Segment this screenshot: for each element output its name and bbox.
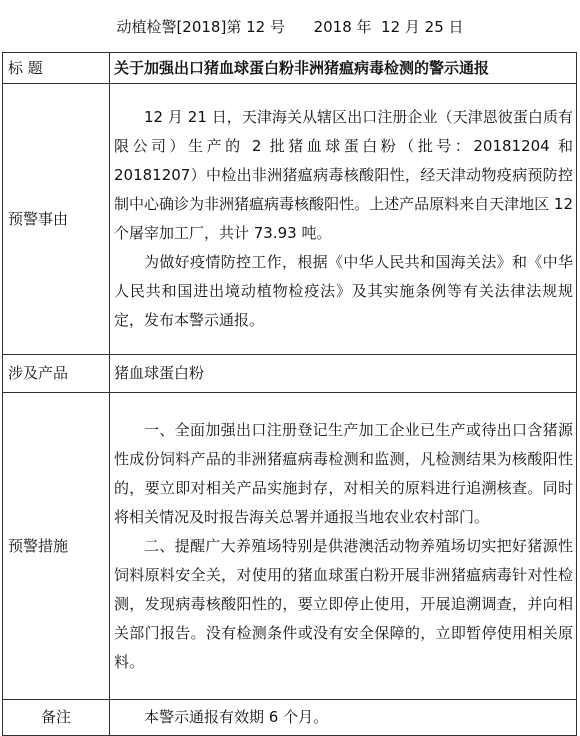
document-date: 2018 年 12 月 25 日 (313, 18, 464, 36)
table-row-title (3, 53, 577, 84)
product-value (110, 355, 577, 393)
remarks-text: 本警示通报有效期 6 个月。 (144, 708, 329, 726)
notice-table (2, 52, 577, 736)
measures-label: 预警措施 (3, 393, 110, 700)
document-number: 动植检警[2018]第 12 号 (116, 18, 285, 36)
table-row-product (3, 355, 577, 393)
table-row-measures (3, 393, 577, 700)
event-paragraph-1: 12 月 21 日，天津海关从辖区出口注册企业（天津恩彼蛋白质有限公司）生产的 2 批猪血球蛋白粉（批号：20181204 和 20181207）中检出非洲猪瘟病毒核酸阳性，经天津动物疫病预防控制中心确诊为非洲猪瘟病毒核酸阳性。上述产品原料来自天津地区 12 个屠宰加工厂，共计 73.93 吨。 (114, 108, 573, 242)
remarks-label: 备注 (3, 700, 110, 736)
event-paragraph-2: 为做好疫情防控工作，根据《中华人民共和国海关法》和《中华人民共和国进出境动植物检疫法》及其实施条例等有关法律法规规定，发布本警示通报。 (114, 253, 573, 329)
measures-paragraph-1: 一、全面加强出口注册登记生产加工企业已生产或待出口含猪源性成份饲料产品的非洲猪瘟病毒检测和监测，凡检测结果为核酸阳性的，要立即对相关产品实施封存，对相关的原料进行追溯核查。同时将相关情况及时报告海关总署并通报当地农业农村部门。 (114, 420, 573, 526)
table-row-event (3, 84, 577, 355)
remarks-content (110, 700, 577, 736)
product-name: 猪血球蛋白粉 (114, 364, 205, 382)
product-label: 涉及产品 (3, 355, 110, 393)
event-content (110, 84, 577, 355)
measures-paragraph-2: 二、提醒广大养殖场特别是供港澳活动物养殖场切实把好猪源性饲料原料安全关，对使用的猪血球蛋白粉开展非洲猪瘟病毒针对性检测，发现病毒核酸阳性的，要立即停止使用，开展追溯调查，并向相关部门报告。没有检测条件或没有安全保障的，立即暂停使用相关原料。 (114, 536, 573, 671)
notice-title: 关于加强出口猪血球蛋白粉非洲猪瘟病毒检测的警示通报 (110, 53, 577, 84)
document-header (0, 17, 580, 37)
table-row-remarks (3, 700, 577, 736)
title-label: 标 题 (3, 53, 110, 84)
event-label: 预警事由 (3, 84, 110, 355)
measures-content (110, 393, 577, 700)
